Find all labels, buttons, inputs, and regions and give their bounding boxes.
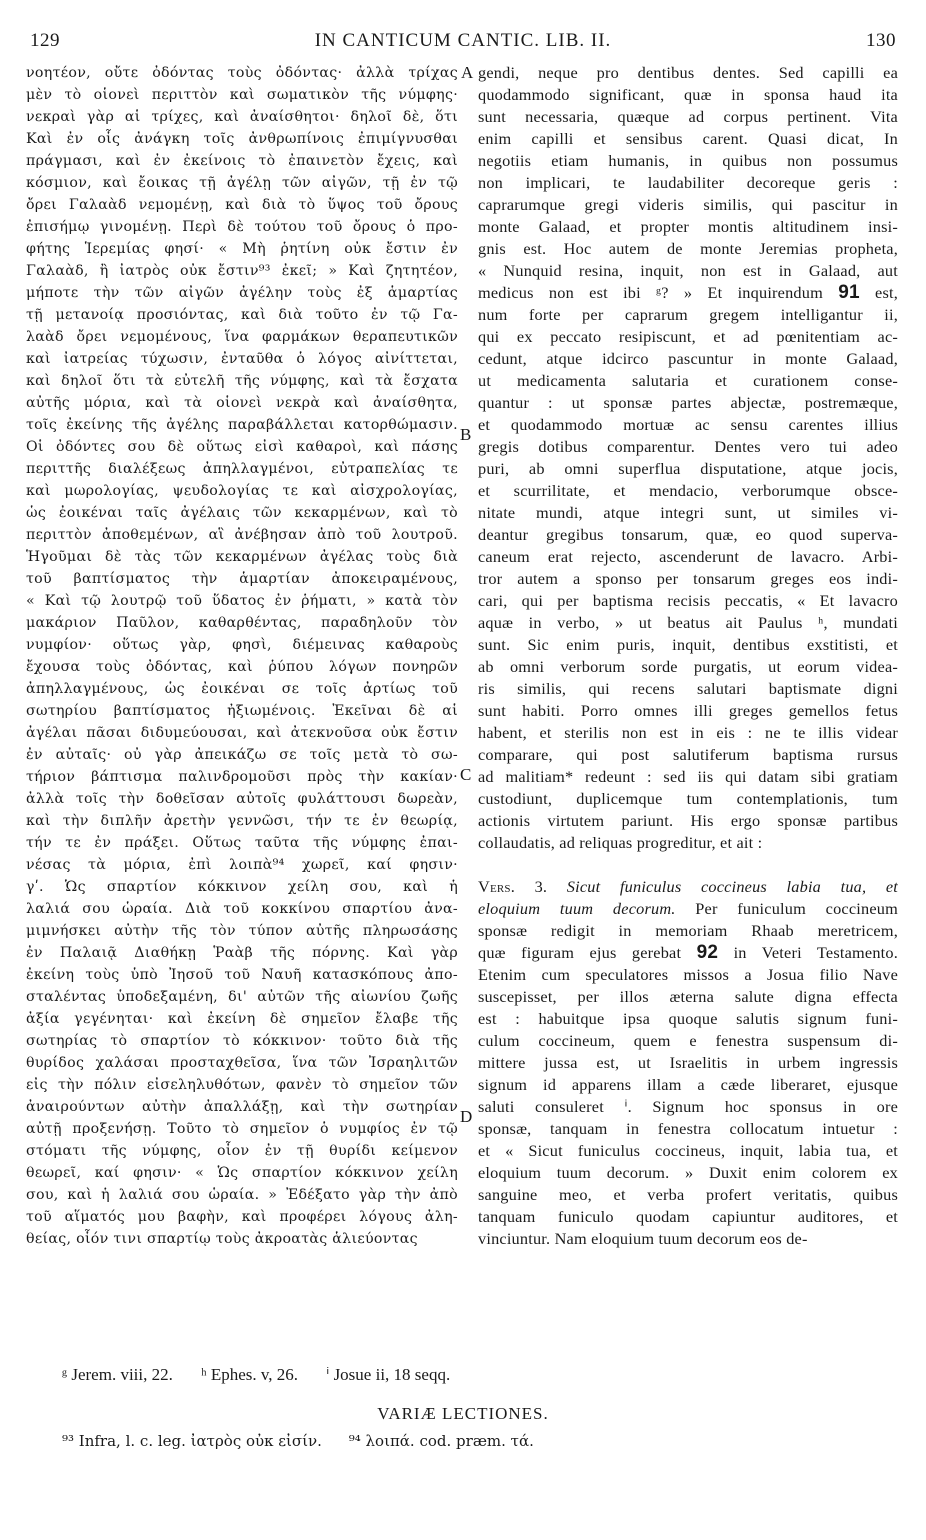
text-line: ἐν Παλαιᾷ Διαθήκῃ Ῥαὰβ τῆς πόρνης. Καὶ γὰρ bbox=[26, 945, 458, 961]
text-line: tror autem a sponso per tonsarum greges eos indi- bbox=[478, 569, 898, 588]
text-line: νοητέον, οὔτε ὀδόντας τοὺς ὀδόντας· ἀλλὰ τρίχας bbox=[26, 65, 458, 81]
text-line: mittere jussa est, ut Israelitis in urbem ingressis bbox=[478, 1053, 898, 1072]
margin-letter-a: A bbox=[461, 63, 474, 82]
text-line: tanquam funiculo quodam capiuntur auditores, et bbox=[478, 1207, 898, 1226]
text-line: ab omni verborum sorde purgatis, ut eorum videa- bbox=[478, 657, 898, 676]
text-line: ὄρει Γαλαὰδ νεμομένῃ, καὶ διὰ τὸ ὕψος τοῦ ὄρους bbox=[26, 197, 458, 213]
text-line: θεωρεῖ, καί φησιν· « Ὡς σπαρτίον κόκκινον χείλη bbox=[26, 1165, 458, 1181]
text-line: ὡς ἐοικέναι ταῖς ἀγέλαις τῶν κεκαρμένων, καὶ τὸ bbox=[26, 505, 458, 521]
text-line: saluti consuleret ⁱ. Signum hoc sponsus in ore bbox=[478, 1097, 898, 1116]
text-line: περιττῆς διαλέξεως ἀπηλλαγμένοι, εὐτραπελίας τε bbox=[26, 461, 458, 477]
text-line: λαὰδ ὄρει νεμομένους, ἵνα φαρμάκων θεραπευτικῶν bbox=[26, 329, 458, 345]
text-line: νέσας τὰ μόρια, ἐπὶ λοιπὰ⁹⁴ χωρεῖ, καί φησιν· bbox=[26, 857, 458, 873]
text-line: ἀναιρούντων αὐτὴν ἀπαλλάξῃ, καὶ τὴν σωτηρίαν bbox=[26, 1099, 458, 1115]
text-line: σου, καὶ ἡ λαλιά σου ὡραία. » Ἐδέξατο γὰρ τὴν ἀπὸ bbox=[26, 1187, 458, 1203]
text-line: ut medicamenta salutaria et curationem conse- bbox=[478, 371, 898, 390]
column-number-91: 91 bbox=[838, 282, 860, 303]
text-span: in Veteri Testamento. bbox=[733, 943, 898, 962]
text-line: sanguine meo, et verba profert veritatis, quibus bbox=[478, 1185, 898, 1204]
text-line: nitate mundi, atque integri sunt, ut similes vi- bbox=[478, 503, 898, 522]
text-line: sunt necessaria, quæque ad corpus pertinent. Vita bbox=[478, 107, 898, 126]
text-line: αὐτῆς μόρια, καὶ τὰ οἱονεὶ νεκρὰ καὶ ἀναίσθητα, bbox=[26, 395, 458, 411]
text-line: est : habuitque ipsa quoque salutis signum funi- bbox=[478, 1009, 898, 1028]
text-line: καὶ δηλοῖ ὅτι τὰ εὐτελῆ τῆς νύμφης, καὶ τὰ ἔσχατα bbox=[26, 373, 458, 389]
text-line: Οἱ ὀδόντες σου δὲ οὕτως εἰσὶ καθαροὶ, καὶ πάσης bbox=[26, 439, 458, 455]
margin-letter-d: D bbox=[460, 1107, 473, 1126]
latin-text-part-2b bbox=[478, 964, 898, 1250]
text-span: quæ figuram ejus gerebat bbox=[478, 943, 682, 962]
text-line: monte Galaad, et propter montis altitudinem insi- bbox=[478, 217, 898, 236]
text-line: μήποτε τὴν τῶν αἰγῶν ἀγέλην τοὺς ἐξ ἁμαρτίας bbox=[26, 285, 458, 301]
text-line: Γαλαὰδ, ἢ ἰατρὸς οὐκ ἔστιν⁹³ ἐκεῖ; » Καὶ ζητητέον, bbox=[26, 263, 458, 279]
text-line: Ἡγοῦμαι δὲ τὰς τῶν κεκαρμένων ἀγέλας τοὺς διὰ bbox=[26, 549, 458, 565]
text-line: et scurrilitate, et mendacio, verborumque obsce- bbox=[478, 481, 898, 500]
text-line: τήριον βάπτισμα παλινδρομοῦσι πρὸς τὴν κακίαν· bbox=[26, 769, 458, 785]
latin-column bbox=[478, 62, 898, 1250]
text-line: Καὶ ἐν οἷς ἀνάγκη τοῖς ἀνθρωπίνοις ἐπιμίγνυσθαι bbox=[26, 131, 458, 147]
text-line: τῇ μετανοίᾳ προσιόντας, καὶ διὰ τοῦτο ἐν τῷ Γα- bbox=[26, 307, 458, 323]
variant-94: ⁹⁴ λοιπά. cod. præm. τά. bbox=[348, 1432, 534, 1450]
text-line: τοῦ βαπτίσματος τὴν ἁμαρτίαν ἀποκειραμένους, bbox=[26, 571, 458, 587]
text-line: culum coccineum, quem e fenestra suspensum di- bbox=[478, 1031, 898, 1050]
text-line: cedunt, atque idcirco pascuntur in monte Galaad, bbox=[478, 349, 898, 368]
text-line: μὲν τὸ οἱονεὶ περιττὸν καὶ σωματικὸν τῆς νύμφης· bbox=[26, 87, 458, 103]
text-line: sunt habiti. Porro omnes illi greges gemellos fetus bbox=[478, 701, 898, 720]
text-span: medicus non est ibi ᵍ? » Et inquirendum bbox=[478, 283, 823, 302]
right-page-number: 130 bbox=[866, 30, 896, 51]
text-span: est, bbox=[875, 283, 898, 302]
text-line: aquæ in verbo, » ut beatus ait Paulus ʰ, mundati bbox=[478, 613, 898, 632]
text-line: ἀλλὰ τοῖς τὴν δοθεῖσαν αὐτοῖς φυλάττουσι δωρεὰν, bbox=[26, 791, 458, 807]
text-line: comparare, qui post salutiferum baptisma rursus bbox=[478, 745, 898, 764]
text-line: caneum erat rejecto, ascenderunt de lavacro. Arbi- bbox=[478, 547, 898, 566]
text-line: σωτηρίου βαπτίσματος ἠξιωμένοις. Ἐκεῖναι δὲ αἱ bbox=[26, 703, 458, 719]
text-line: λαλιά σου ὡραία. Διὰ τοῦ κοκκίνου σπαρτίου ἀνα- bbox=[26, 901, 458, 917]
text-line: τοῖς ἐκείνης τῆς ἀγέλης παραβάλλεται κατορθώμασιν. bbox=[26, 417, 458, 433]
variant-93: ⁹³ Infra, l. c. leg. ἰατρὸς οὐκ εἰσίν. bbox=[62, 1432, 322, 1450]
text-line: habent, et sterilis non est in eis : ne te illis videar bbox=[478, 723, 898, 742]
left-page-number: 129 bbox=[30, 30, 60, 51]
text-line: sponsæ redigit in memoriam Rhaab meretricem, bbox=[478, 921, 898, 940]
text-line: σταλέντας ὑποδεξαμένη, δι' αὐτῶν τῆς αἰωνίου ζωῆς bbox=[26, 989, 458, 1005]
text-line: Etenim cum speculatores missos a Josua filio Nave bbox=[478, 965, 898, 984]
text-line: cari, qui per baptisma recisis peccatis, « Et lavacro bbox=[478, 591, 898, 610]
text-line: caprarumque gregi videris similis, qui pascitur in bbox=[478, 195, 898, 214]
text-line bbox=[478, 282, 898, 304]
text-line: καὶ ἰατρείας τύχωσιν, ἐνταῦθα ὁ λόγος αἰνίττεται, bbox=[26, 351, 458, 367]
column-number-92: 92 bbox=[696, 942, 719, 963]
text-line: θείας, οἷόν τινι σπαρτίῳ τοὺς ἀκροατὰς ἁλιεύοντας bbox=[26, 1231, 418, 1247]
text-line: ἀπηλλαγμένους, ὡς ἐοικέναι σε τοῖς ἀρτίως τοῦ bbox=[26, 681, 458, 697]
text-line: collaudatis, ad reliquas progreditur, et ait : bbox=[478, 833, 763, 852]
text-line: deantur gregibus tonsarum, quæ, eo quod superva- bbox=[478, 525, 898, 544]
text-line: ris similis, qui recens salutari baptismate digni bbox=[478, 679, 898, 698]
text-line: αὐτῇ προξενήσῃ. Τοῦτο τὸ σημεῖον ὁ νυμφίος ἐν τῷ bbox=[26, 1121, 458, 1137]
text-line: μακάριον Παῦλον, καθαρθέντας, παραδηλοῦν τὸν bbox=[26, 615, 458, 631]
text-line: et « Sicut funiculus coccineus, inquit, labia tua, et bbox=[478, 1141, 898, 1160]
text-line: vinciuntur. Nam eloquium tuum decorum eos de- bbox=[478, 1229, 808, 1248]
text-line: καὶ μωρολογίας, ψευδολογίας τε καὶ αἰσχρολογίας, bbox=[26, 483, 458, 499]
text-line: ἐν αὐταῖς· οὐ γὰρ ἀπεικάζω σε τοῖς μετὰ τὸ σω- bbox=[26, 747, 458, 763]
variae-lectiones-title: VARIÆ LECTIONES. bbox=[377, 1404, 549, 1423]
vers-line-1 bbox=[478, 876, 898, 898]
margin-letter-c: C bbox=[460, 765, 472, 784]
text-line: πράγμασι, καὶ ἐν ἐκείνοις τὸ ἐπαινετὸν ἔχεις, καὶ bbox=[26, 153, 458, 169]
text-line: eloquium tuum decorum. » Duxit enim colorem ex bbox=[478, 1163, 898, 1182]
text-line: τήν τε ἐν πράξει. Οὕτως ταῦτα τῆς νύμφης ἐπαι- bbox=[26, 835, 458, 851]
text-line: num forte per caprarum gregem intelligantur ii, bbox=[478, 305, 898, 324]
footnote-g: ᵍ Jerem. viii, 22. bbox=[62, 1365, 173, 1384]
text-line: gregis dotibus comparentur. Dentes vero tui adeo bbox=[478, 437, 898, 456]
vers-text-1: Sicut funiculus coccineus labia tua, et bbox=[566, 877, 898, 896]
running-title: IN CANTICUM CANTIC. LIB. II. bbox=[314, 30, 612, 51]
greek-column bbox=[26, 62, 458, 1250]
text-line: νεκραὶ γὰρ αἱ τρίχες, καὶ ἀναίσθητοι· δηλοῖ δὲ, ὅτι bbox=[26, 109, 458, 125]
text-line: στόματι τῆς νύμφης, οἷον ἐν τῇ θυρίδι κείμενον bbox=[26, 1143, 458, 1159]
footnote-h: ʰ Ephes. v, 26. bbox=[201, 1365, 299, 1384]
text-line: σωτηρίας τὸ σπαρτίον τὸ κόκκινον· τοῦτο διὰ τῆς bbox=[26, 1033, 458, 1049]
paragraph-gap bbox=[478, 854, 898, 876]
text-line: non implicari, te laudabiliter decoreque geris : bbox=[478, 173, 898, 192]
text-line: gendi, neque pro dentibus dentes. Sed capilli ea bbox=[478, 63, 898, 82]
text-line: φήτης Ἱερεμίας φησί· « Μὴ ῥητίνη οὐκ ἔστιν ἐν bbox=[26, 241, 458, 257]
text-line: enim capilli et sensibus carent. Quasi dicat, In bbox=[478, 129, 898, 148]
text-line: ad malitiam* redeunt : sed iis qui datam sibi gratiam bbox=[478, 767, 898, 786]
latin-text-part-2a bbox=[478, 920, 898, 964]
text-line: custodiunt, duplicemque tum contemplationis, tum bbox=[478, 789, 898, 808]
text-line: qui ex peccato resipiscunt, et ad pœnitentiam ac- bbox=[478, 327, 898, 346]
text-line: actionis virtutem pariunt. His ergo sponsæ partibus bbox=[478, 811, 898, 830]
text-line: ἀγέλαι πᾶσαι διδυμεύουσαι, καὶ ἀτεκνοῦσα οὐκ ἔστιν bbox=[26, 725, 458, 741]
text-line: ἐκείνη τοὺς ὑπὸ Ἰησοῦ τοῦ Ναυῆ κατασκόπους ἀπο- bbox=[26, 967, 458, 983]
text-line: γʹ. Ὡς σπαρτίον κόκκινον χείλη σου, καὶ ἡ bbox=[26, 879, 458, 895]
text-line: « Nunquid resina, inquit, non est in Galaad, aut bbox=[478, 261, 898, 280]
footnote-i: ⁱ Josue ii, 18 seqq. bbox=[326, 1365, 451, 1384]
text-line: et quodammodo mortuæ ac sensu carentes illius bbox=[478, 415, 898, 434]
vers-text-3: Per funiculum coccineum bbox=[695, 899, 898, 918]
text-line: ἀξία γεγένηται· καὶ ἐκείνη δὲ σημεῖον ἔλαβε τῆς bbox=[26, 1011, 458, 1027]
text-line: καὶ τὴν διπλῆν ἀρετὴν γεννῶσι, τήν τε ἐν θεωρίᾳ, bbox=[26, 813, 458, 829]
text-line: ἔχουσα τοὺς ὀδόντας, καὶ ῥύπου λόγων πονηρῶν bbox=[26, 659, 458, 675]
text-line: negotiis etiam humanis, in quibus non possumus bbox=[478, 151, 898, 170]
text-line bbox=[478, 942, 898, 964]
margin-letter-b: B bbox=[460, 425, 472, 444]
text-line: εἰς τὴν πόλιν εἰσεληλυθότων, φανὲν τὸ σημεῖον τῶν bbox=[26, 1077, 458, 1093]
latin-text-part-1 bbox=[478, 62, 898, 854]
text-line: νυμφίον· οὕτως γὰρ, φησὶ, διέμεινας καθαροὺς bbox=[26, 637, 458, 653]
text-line: sunt. Sic enim puris, inquit, dentibus exstitisti, et bbox=[478, 635, 898, 654]
vers-line-2 bbox=[478, 898, 898, 920]
text-line: quodammodo significant, quæ in sponsa haud ita bbox=[478, 85, 898, 104]
vers-text-2: eloquium tuum decorum. bbox=[478, 899, 676, 918]
text-line: τοῦ αἵματός μου βαφὴν, καὶ προφέρει λόγους ἀλη- bbox=[26, 1209, 458, 1225]
text-line: θυρίδος χαλάσαι προσταχθεῖσα, ἵνα τῶν Ἰσραηλιτῶν bbox=[26, 1055, 458, 1071]
text-line: περιττὸν ἀποθεμένων, αἳ ἀνέβησαν ἀπὸ τοῦ λουτροῦ. bbox=[26, 527, 458, 543]
text-line: gnis est. Hoc autem de monte Jeremias propheta, bbox=[478, 239, 898, 258]
vers-heading: Vers. 3. bbox=[478, 877, 548, 896]
text-line: ἐπισήμῳ γινομένῃ. Περὶ δὲ τούτου τοῦ ὄρους ὁ προ- bbox=[26, 219, 458, 235]
text-line: sponsæ, tanquam in fenestra collocatum intuetur : bbox=[478, 1119, 898, 1138]
text-line: signum id apparens illam a cæde liberaret, ejusque bbox=[478, 1075, 898, 1094]
text-line: suscepisset, per illos æterna salute digna effecta bbox=[478, 987, 898, 1006]
text-line: « Καὶ τῷ λουτρῷ τοῦ ὕδατος ἐν ῥήματι, » κατὰ τὸν bbox=[26, 593, 458, 609]
variae-lectiones bbox=[62, 1432, 556, 1450]
text-line: μιμνήσκει αὐτὴν τῆς τὸν τύπον αὐτῆς πληρωσάσης bbox=[26, 923, 458, 939]
text-line: quantur : ut sponsæ partes abjectæ, postremæque, bbox=[478, 393, 898, 412]
text-line: κόσμιον, καὶ ἔοικας τῇ ἀγέλῃ τῶν αἰγῶν, τῇ ἐν τῷ bbox=[26, 175, 458, 191]
footnotes bbox=[62, 1365, 474, 1385]
text-line: puri, ab omni superflua disputatione, atque jocis, bbox=[478, 459, 898, 478]
